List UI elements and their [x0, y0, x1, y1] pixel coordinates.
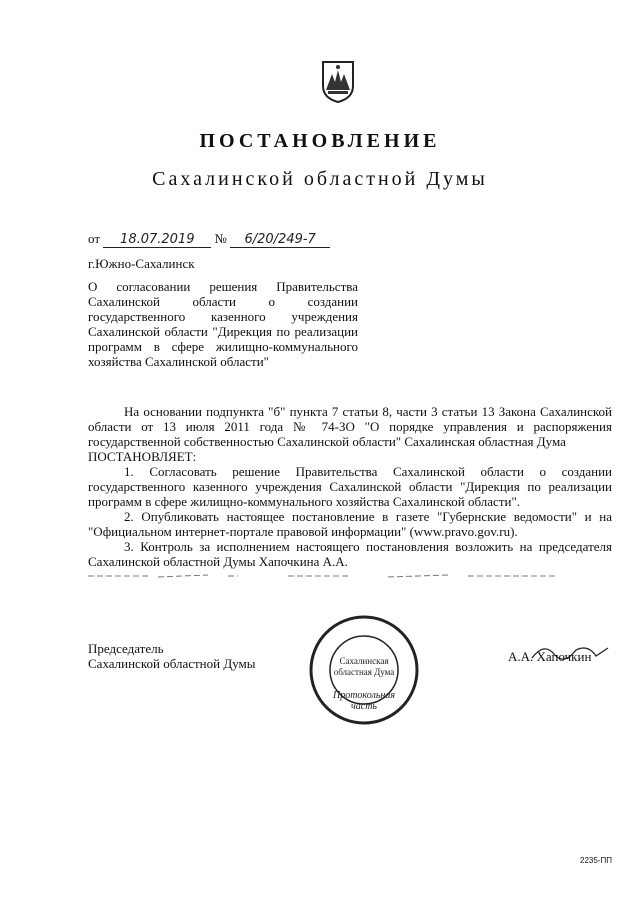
separator-marks: [88, 571, 558, 581]
signatory-position-line2: Сахалинской областной Думы: [88, 656, 256, 671]
resolution-body: [88, 404, 612, 569]
resolution-item-1: 1. Согласовать решение Правительства Сахалинской области о создании государственного казенного учреждения Сахалинской области "Дирекция по реализации программ в сфере жилищно-коммунального хозяйства Сахалинской области".: [88, 464, 612, 509]
preamble-paragraph: На основании подпункта "б" пункта 7 статьи 8, части 3 статьи 13 Закона Сахалинской области от 13 июля 2011 года № 74-ЗО "О порядке управления и распоряжения государственной собственностью Сахалинской области" Сахалинская областная Дума: [88, 404, 612, 449]
stamp-ring-text: Сахалинская областная Дума: [333, 656, 395, 677]
signatory-position: [88, 641, 256, 671]
document-title: ПОСТАНОВЛЕНИЕ: [199, 130, 441, 152]
resolves-heading: ПОСТАНОВЛЯЕТ:: [88, 449, 197, 464]
stamp-inner-text: Протокольная часть: [332, 690, 395, 712]
signatory-name: А.А. Хапочкин: [508, 649, 592, 664]
number-prefix: №: [214, 231, 227, 246]
date-number-line: [88, 231, 330, 248]
handwritten-date: 18.07.2019: [103, 233, 211, 248]
handwritten-number: 6/20/249-7: [230, 233, 330, 248]
sakhalin-coat-of-arms-icon: [321, 60, 355, 104]
document-code: 2235-ПП: [580, 856, 612, 865]
resolution-item-2: 2. Опубликовать настоящее постановление в газете "Губернские ведомости" и на "Официальном интернет-портале правовой информации" (www.pravo.gov.ru).: [88, 509, 612, 539]
resolution-item-3: 3. Контроль за исполнением настоящего постановления возложить на председателя Сахалинской областной Думы Хапочкина А.А.: [88, 539, 612, 569]
document-subtitle: Сахалинской областной Думы: [152, 168, 488, 190]
city-line: г.Южно-Сахалинск: [88, 256, 195, 271]
date-prefix: от: [88, 231, 101, 246]
subject-block: О согласовании решения Правительства Сахалинской области о создании государственного казенного учреждения Сахалинской области "Дирекция по реализации программ в сфере жилищно-коммунального хозяйства Сахалинской области": [88, 279, 358, 369]
signatory-position-line1: Председатель: [88, 641, 164, 656]
